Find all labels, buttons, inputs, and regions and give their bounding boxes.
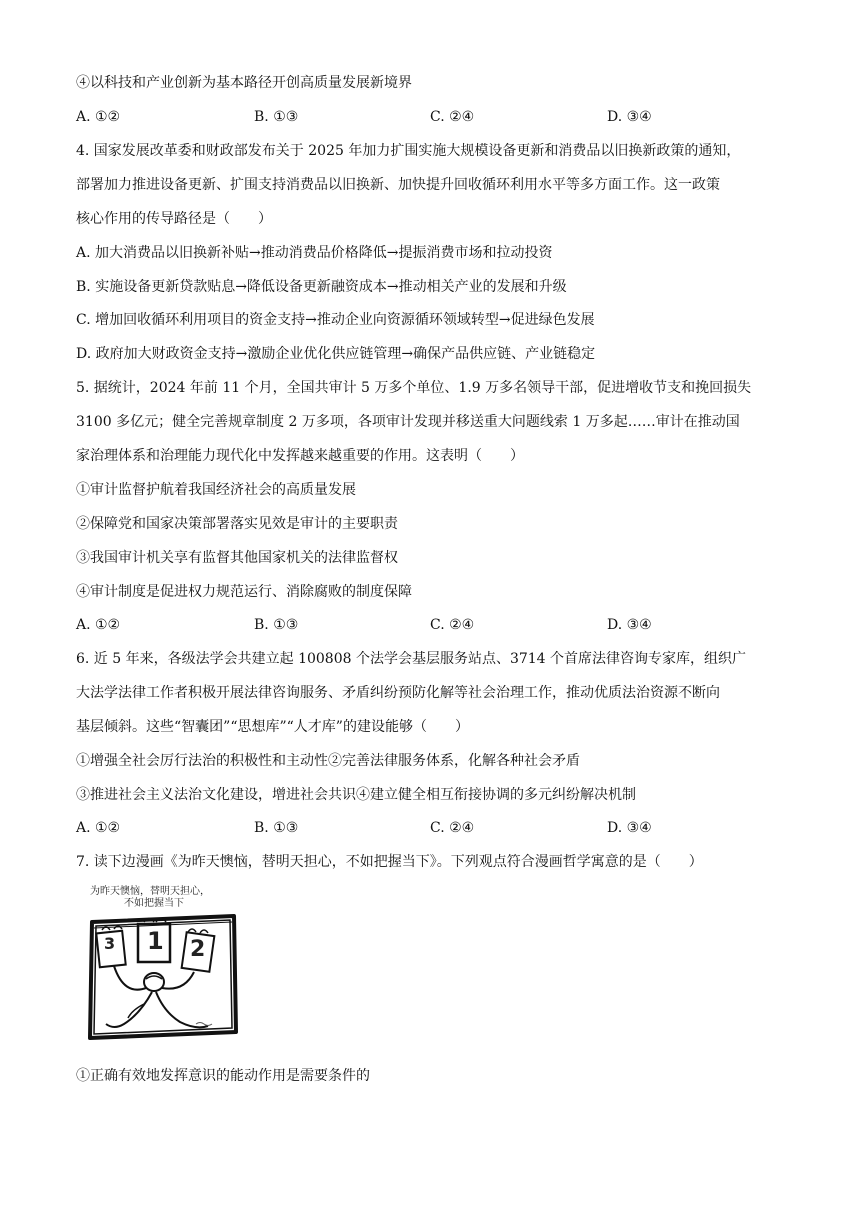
option-a: A. ①② (76, 820, 121, 836)
cartoon-caption-line2: 不如把握当下 (124, 898, 184, 909)
option-b: B. ①③ (254, 617, 299, 633)
q4-option-c: C. 增加回收循环利用项目的资金支持→推动企业向资源循环领域转型→促进绿色发展 (76, 312, 595, 328)
q6-statements-1-2: ①增强全社会厉行法治的积极性和主动性②完善法律服务体系，化解各种社会矛盾 (76, 753, 580, 769)
calendar-center-number: 1 (147, 927, 164, 955)
question-5-stem: 5. 据统计，2024 年前 11 个月，全国共审计 5 万多个单位、1.9 万多名领导干部，促进增收节支和挽回损失 (76, 380, 752, 396)
question-5-stem-cont: 3100 多亿元；健全完善规章制度 2 万多项，各项审计发现并移送重大问题线索 1 万多起……审计在推动国 (76, 414, 740, 430)
q5-statement-3: ③我国审计机关享有监督其他国家机关的法律监督权 (76, 550, 398, 566)
option-c: C. ②④ (430, 617, 475, 633)
options-q5 (76, 615, 786, 635)
question-4-stem: 4. 国家发展改革委和财政部发布关于 2025 年加力扩围实施大规模设备更新和消费品以旧换新政策的通知， (76, 143, 741, 159)
q4-option-a: A. 加大消费品以旧换新补贴→推动消费品价格降低→提振消费市场和拉动投资 (76, 245, 553, 261)
q7-statement-1: ①正确有效地发挥意识的能动作用是需要条件的 (76, 1068, 370, 1084)
q4-option-d: D. 政府加大财政资金支持→激励企业优化供应链管理→确保产品供应链、产业链稳定 (76, 346, 596, 362)
option-d: D. ③④ (607, 617, 652, 633)
options-q3 (76, 107, 786, 127)
q5-statement-4: ④审计制度是促进权力规范运行、消除腐败的制度保障 (76, 584, 412, 600)
cartoon-image (84, 884, 244, 1046)
q5-statement-2: ②保障党和国家决策部署落实见效是审计的主要职责 (76, 516, 398, 532)
q5-statement-1: ①审计监督护航着我国经济社会的高质量发展 (76, 482, 356, 498)
question-6-stem-end: 基层倾斜。这些“智囊团”“思想库”“人才库”的建设能够（ ） (76, 719, 469, 735)
question-6-stem: 6. 近 5 年来，各级法学会共建立起 100808 个法学会基层服务站点、3714 个首席法律咨询专家库，组织广 (76, 651, 747, 667)
option-a: A. ①② (76, 617, 121, 633)
q6-statements-3-4: ③推进社会主义法治文化建设，增进社会共识④建立健全相互衔接协调的多元纠纷解决机制 (76, 787, 636, 803)
question-5-stem-end: 家治理体系和治理能力现代化中发挥越来越重要的作用。这表明（ ） (76, 448, 524, 464)
option-d: D. ③④ (607, 109, 652, 125)
option-c: C. ②④ (430, 820, 475, 836)
option-b: B. ①③ (254, 820, 299, 836)
option-c: C. ②④ (430, 109, 475, 125)
question-6-stem-cont: 大法学法律工作者积极开展法律咨询服务、矛盾纠纷预防化解等社会治理工作，推动优质法治资源不断向 (76, 685, 720, 701)
calendar-left-number: 3 (104, 934, 116, 953)
question-4-stem-cont: 部署加力推进设备更新、扩围支持消费品以旧换新、加快提升回收循环利用水平等多方面工作。这一政策 (76, 177, 720, 193)
option-a: A. ①② (76, 109, 121, 125)
question-4-stem-end: 核心作用的传导路径是（ ） (76, 211, 272, 227)
options-q6 (76, 818, 786, 838)
calendar-right-number: 2 (190, 937, 206, 962)
cartoon-caption-line1: 为昨天懊恼，替明天担心， (90, 886, 210, 897)
question-7-stem: 7. 读下边漫画《为昨天懊恼，替明天担心，不如把握当下》。下列观点符合漫画哲学寓意的是（ ） (76, 854, 703, 870)
statement-4: ④以科技和产业创新为基本路径开创高质量发展新境界 (76, 75, 412, 91)
option-b: B. ①③ (254, 109, 299, 125)
cartoon-drawing (84, 884, 244, 1046)
q4-option-b: B. 实施设备更新贷款贴息→降低设备更新融资成本→推动相关产业的发展和升级 (76, 279, 567, 295)
option-d: D. ③④ (607, 820, 652, 836)
